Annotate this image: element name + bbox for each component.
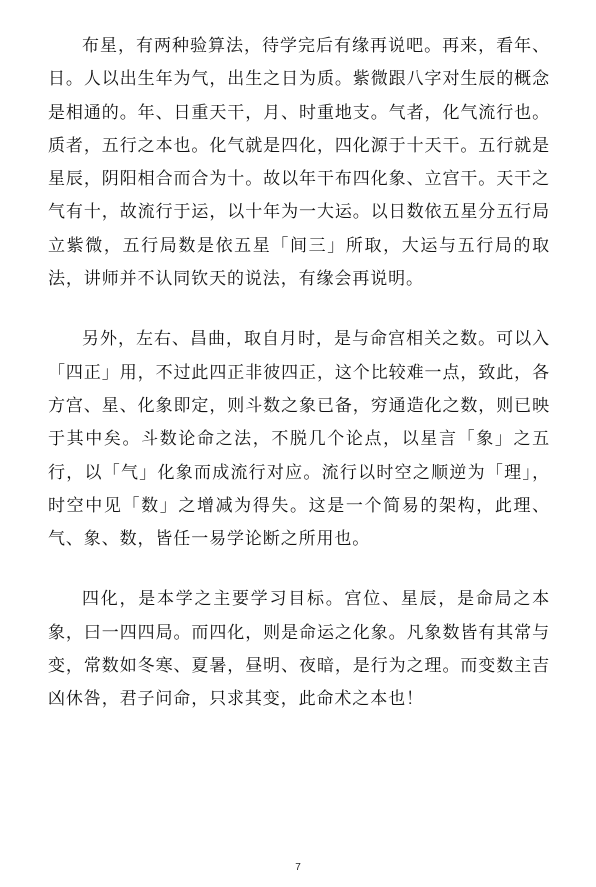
paragraph-1: 布星，有两种验算法，待学完后有缘再说吧。再来，看年、日。人以出生年为气，出生之日为质。紫微跟八字对生辰的概念是相通的。年、日重天干，月、时重地支。气者，化气流行也。质者，五行之本也。化气就是四化，四化源于十天干。五行就是星辰，阴阳相合而合为十。故以年干布四化象、立宫干。天干之气有十，故流行于运，以十年为一大运。以日数依五星分五行局立紫微，五行局数是依五星「间三」所取，大运与五行局的取法，讲师并不认同钦天的说法，有缘会再说明。 xyxy=(48,36,550,290)
paragraph-3: 四化，是本学之主要学习目标。宫位、星辰，是命局之本象，曰一四四局。而四化，则是命运之化象。凡象数皆有其常与变，常数如冬寒、夏暑，昼明、夜暗，是行为之理。而变数主吉凶休咎，君子问命，只求其变，此命术之本也！ xyxy=(48,589,550,710)
paragraph-2: 另外，左右、昌曲，取自月时，是与命宫相关之数。可以入「四正」用，不过此四正非彼四正，这个比较难一点，致此，各方宫、星、化象即定，则斗数之象已备，穷通造化之数，则已映于其中矣。斗数论命之法，不脱几个论点，以星言「象」之五行，以「气」化象而成流行对应。流行以时空之顺逆为「理」，时空中见「数」之增减为得失。这是一个简易的架构，此理、气、象、数，皆任一易学论断之所用也。 xyxy=(48,329,550,550)
body-text xyxy=(48,30,550,717)
page-number: 7 xyxy=(295,862,301,873)
